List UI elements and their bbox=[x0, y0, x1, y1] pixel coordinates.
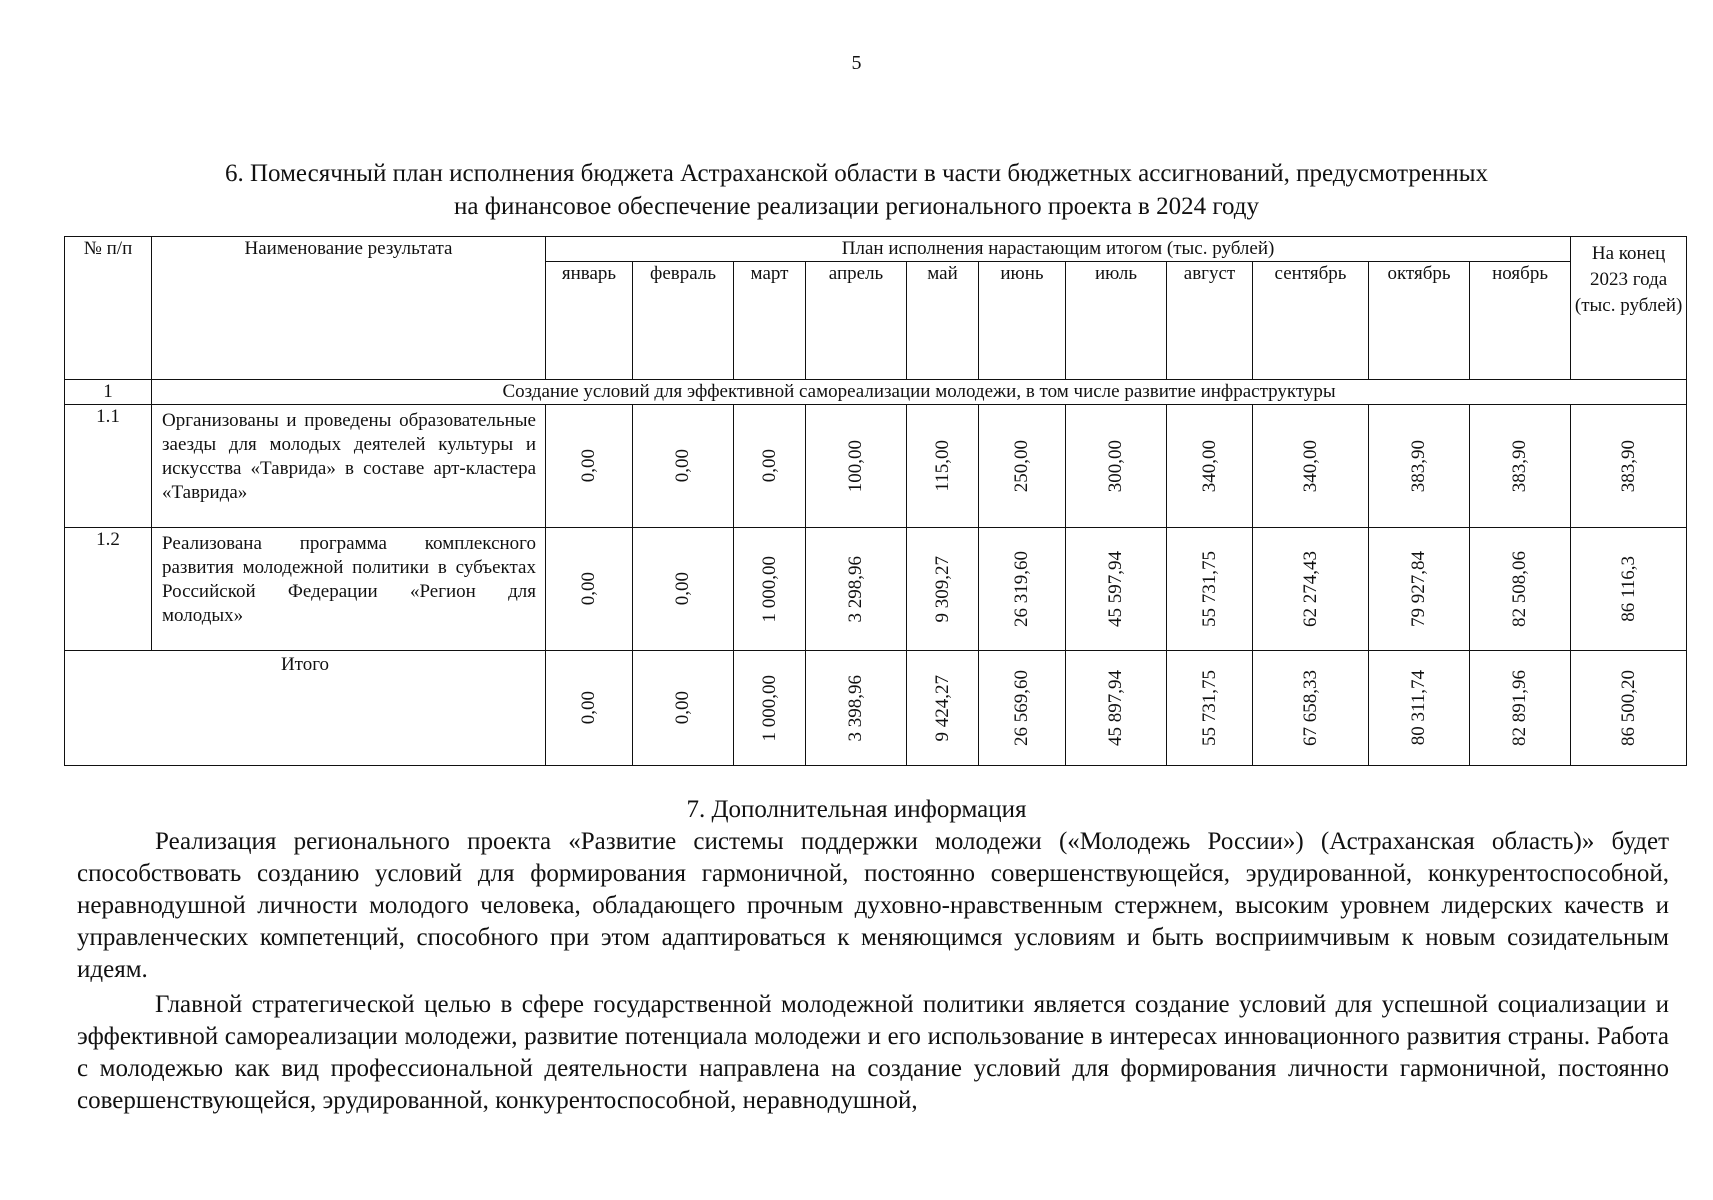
total-value-cell: 9 424,27 bbox=[931, 674, 953, 742]
month-header: ноябрь bbox=[1470, 262, 1571, 380]
value-cell: 3 298,96 bbox=[845, 555, 866, 623]
value-cell: 340,00 bbox=[1299, 439, 1321, 493]
value-cell: 26 319,60 bbox=[1011, 551, 1032, 627]
value-cell: 115,00 bbox=[931, 440, 953, 492]
month-header: февраль bbox=[633, 262, 734, 380]
month-header: март bbox=[734, 262, 806, 380]
group-title: Создание условий для эффективной самореализации молодежи, в том числе развитие инфраструктуры bbox=[152, 380, 1687, 405]
table-row bbox=[65, 405, 1687, 528]
total-value-cell: 86 500,20 bbox=[1617, 670, 1639, 746]
value-cell: 45 597,94 bbox=[1105, 551, 1126, 627]
month-header: сентябрь bbox=[1253, 262, 1369, 380]
value-cell: 300,00 bbox=[1105, 439, 1126, 493]
month-header: январь bbox=[546, 262, 633, 380]
info-paragraph-2: Главной стратегической целью в сфере государственной молодежной политики является создание условий для успешной социализации и эффективной самореализации молодежи, развитие потенциала молодежи и его использование в интересах инновационного развития страны. Работа с молодежью как вид профессиональной деятельности направлена на создание условий для формирования личности гармоничной, постоянно совершенствующейся, эрудированной, конкурентоспособной, неравнодушной, bbox=[77, 991, 1669, 1114]
value-cell: 55 731,75 bbox=[1198, 551, 1220, 627]
section-7-title: 7. Дополнительная информация bbox=[686, 796, 1027, 823]
group-row bbox=[65, 380, 1687, 405]
value-cell: 1 000,00 bbox=[758, 555, 780, 623]
group-num: 1 bbox=[65, 380, 152, 405]
value-cell: 86 116,3 bbox=[1617, 556, 1639, 622]
section-6-title-line1: 6. Помесячный план исполнения бюджета Астраханской области в части бюджетных ассигнований, предусмотренных bbox=[225, 160, 1488, 187]
row-name: Организованы и проведены образовательные заезды для молодых деятелей культуры и искусства «Таврида» в составе арт-кластера «Таврида» bbox=[152, 405, 546, 528]
value-cell: 100,00 bbox=[845, 439, 866, 493]
value-cell: 383,90 bbox=[1509, 439, 1531, 493]
total-label: Итого bbox=[65, 651, 546, 766]
total-value-cell: 26 569,60 bbox=[1011, 670, 1032, 746]
value-cell: 0,00 bbox=[672, 572, 693, 606]
value-cell: 9 309,27 bbox=[931, 555, 953, 623]
value-cell: 0,00 bbox=[672, 449, 693, 483]
month-header: июль bbox=[1066, 262, 1167, 380]
value-cell: 340,00 bbox=[1198, 439, 1220, 493]
month-header: апрель bbox=[806, 262, 907, 380]
value-cell: 383,90 bbox=[1408, 439, 1429, 493]
value-cell: 250,00 bbox=[1011, 439, 1032, 493]
total-value-cell: 45 897,94 bbox=[1105, 670, 1126, 746]
value-cell: 79 927,84 bbox=[1408, 551, 1429, 627]
row-num: 1.1 bbox=[65, 405, 152, 528]
month-header: июнь bbox=[979, 262, 1066, 380]
total-value-cell: 55 731,75 bbox=[1198, 670, 1220, 746]
page-number: 5 bbox=[851, 52, 862, 74]
section-6-title bbox=[0, 157, 1713, 223]
total-value-cell: 0,00 bbox=[578, 691, 599, 725]
total-value-cell: 80 311,74 bbox=[1408, 670, 1429, 746]
value-cell: 62 274,43 bbox=[1299, 551, 1321, 627]
section-6-title-line2: на финансовое обеспечение реализации регионального проекта в 2024 году bbox=[454, 193, 1259, 220]
total-value-cell: 82 891,96 bbox=[1509, 670, 1531, 746]
total-value-cell: 1 000,00 bbox=[758, 674, 780, 742]
row-name: Реализована программа комплексного развития молодежной политики в субъектах Российской Федерации «Регион для молодых» bbox=[152, 528, 546, 651]
header-name: Наименование результата bbox=[152, 237, 546, 380]
month-header: октябрь bbox=[1369, 262, 1470, 380]
header-plan: План исполнения нарастающим итогом (тыс. рублей) bbox=[546, 237, 1571, 262]
value-cell: 82 508,06 bbox=[1509, 551, 1531, 627]
budget-plan-table bbox=[64, 236, 1687, 766]
total-value-cell: 0,00 bbox=[672, 691, 693, 725]
value-cell: 0,00 bbox=[578, 449, 599, 483]
header-year-end: На конец 2023 года (тыс. рублей) bbox=[1571, 237, 1687, 380]
value-cell: 0,00 bbox=[578, 572, 599, 606]
total-row bbox=[65, 651, 1687, 766]
info-paragraph-1: Реализация регионального проекта «Развитие системы поддержки молодежи («Молодежь России») (Астраханская область)» будет способствовать созданию условий для формирования гармоничной, постоянно совершенствующейся, эрудированной, конкурентоспособной, неравнодушной личности молодого человека, обладающего прочным духовно-нравственным стержнем, высоким уровнем лидерских качеств и управленческих компетенций, способного при этом адаптироваться к меняющимся условиям и быть восприимчивым к новым созидательным идеям. bbox=[77, 828, 1669, 983]
value-cell: 383,90 bbox=[1617, 439, 1639, 493]
value-cell: 0,00 bbox=[758, 449, 780, 483]
row-num: 1.2 bbox=[65, 528, 152, 651]
total-value-cell: 3 398,96 bbox=[845, 674, 866, 742]
table-row bbox=[65, 528, 1687, 651]
month-header: май bbox=[907, 262, 979, 380]
month-header: август bbox=[1167, 262, 1253, 380]
header-num: № п/п bbox=[65, 237, 152, 380]
total-value-cell: 67 658,33 bbox=[1299, 670, 1321, 746]
